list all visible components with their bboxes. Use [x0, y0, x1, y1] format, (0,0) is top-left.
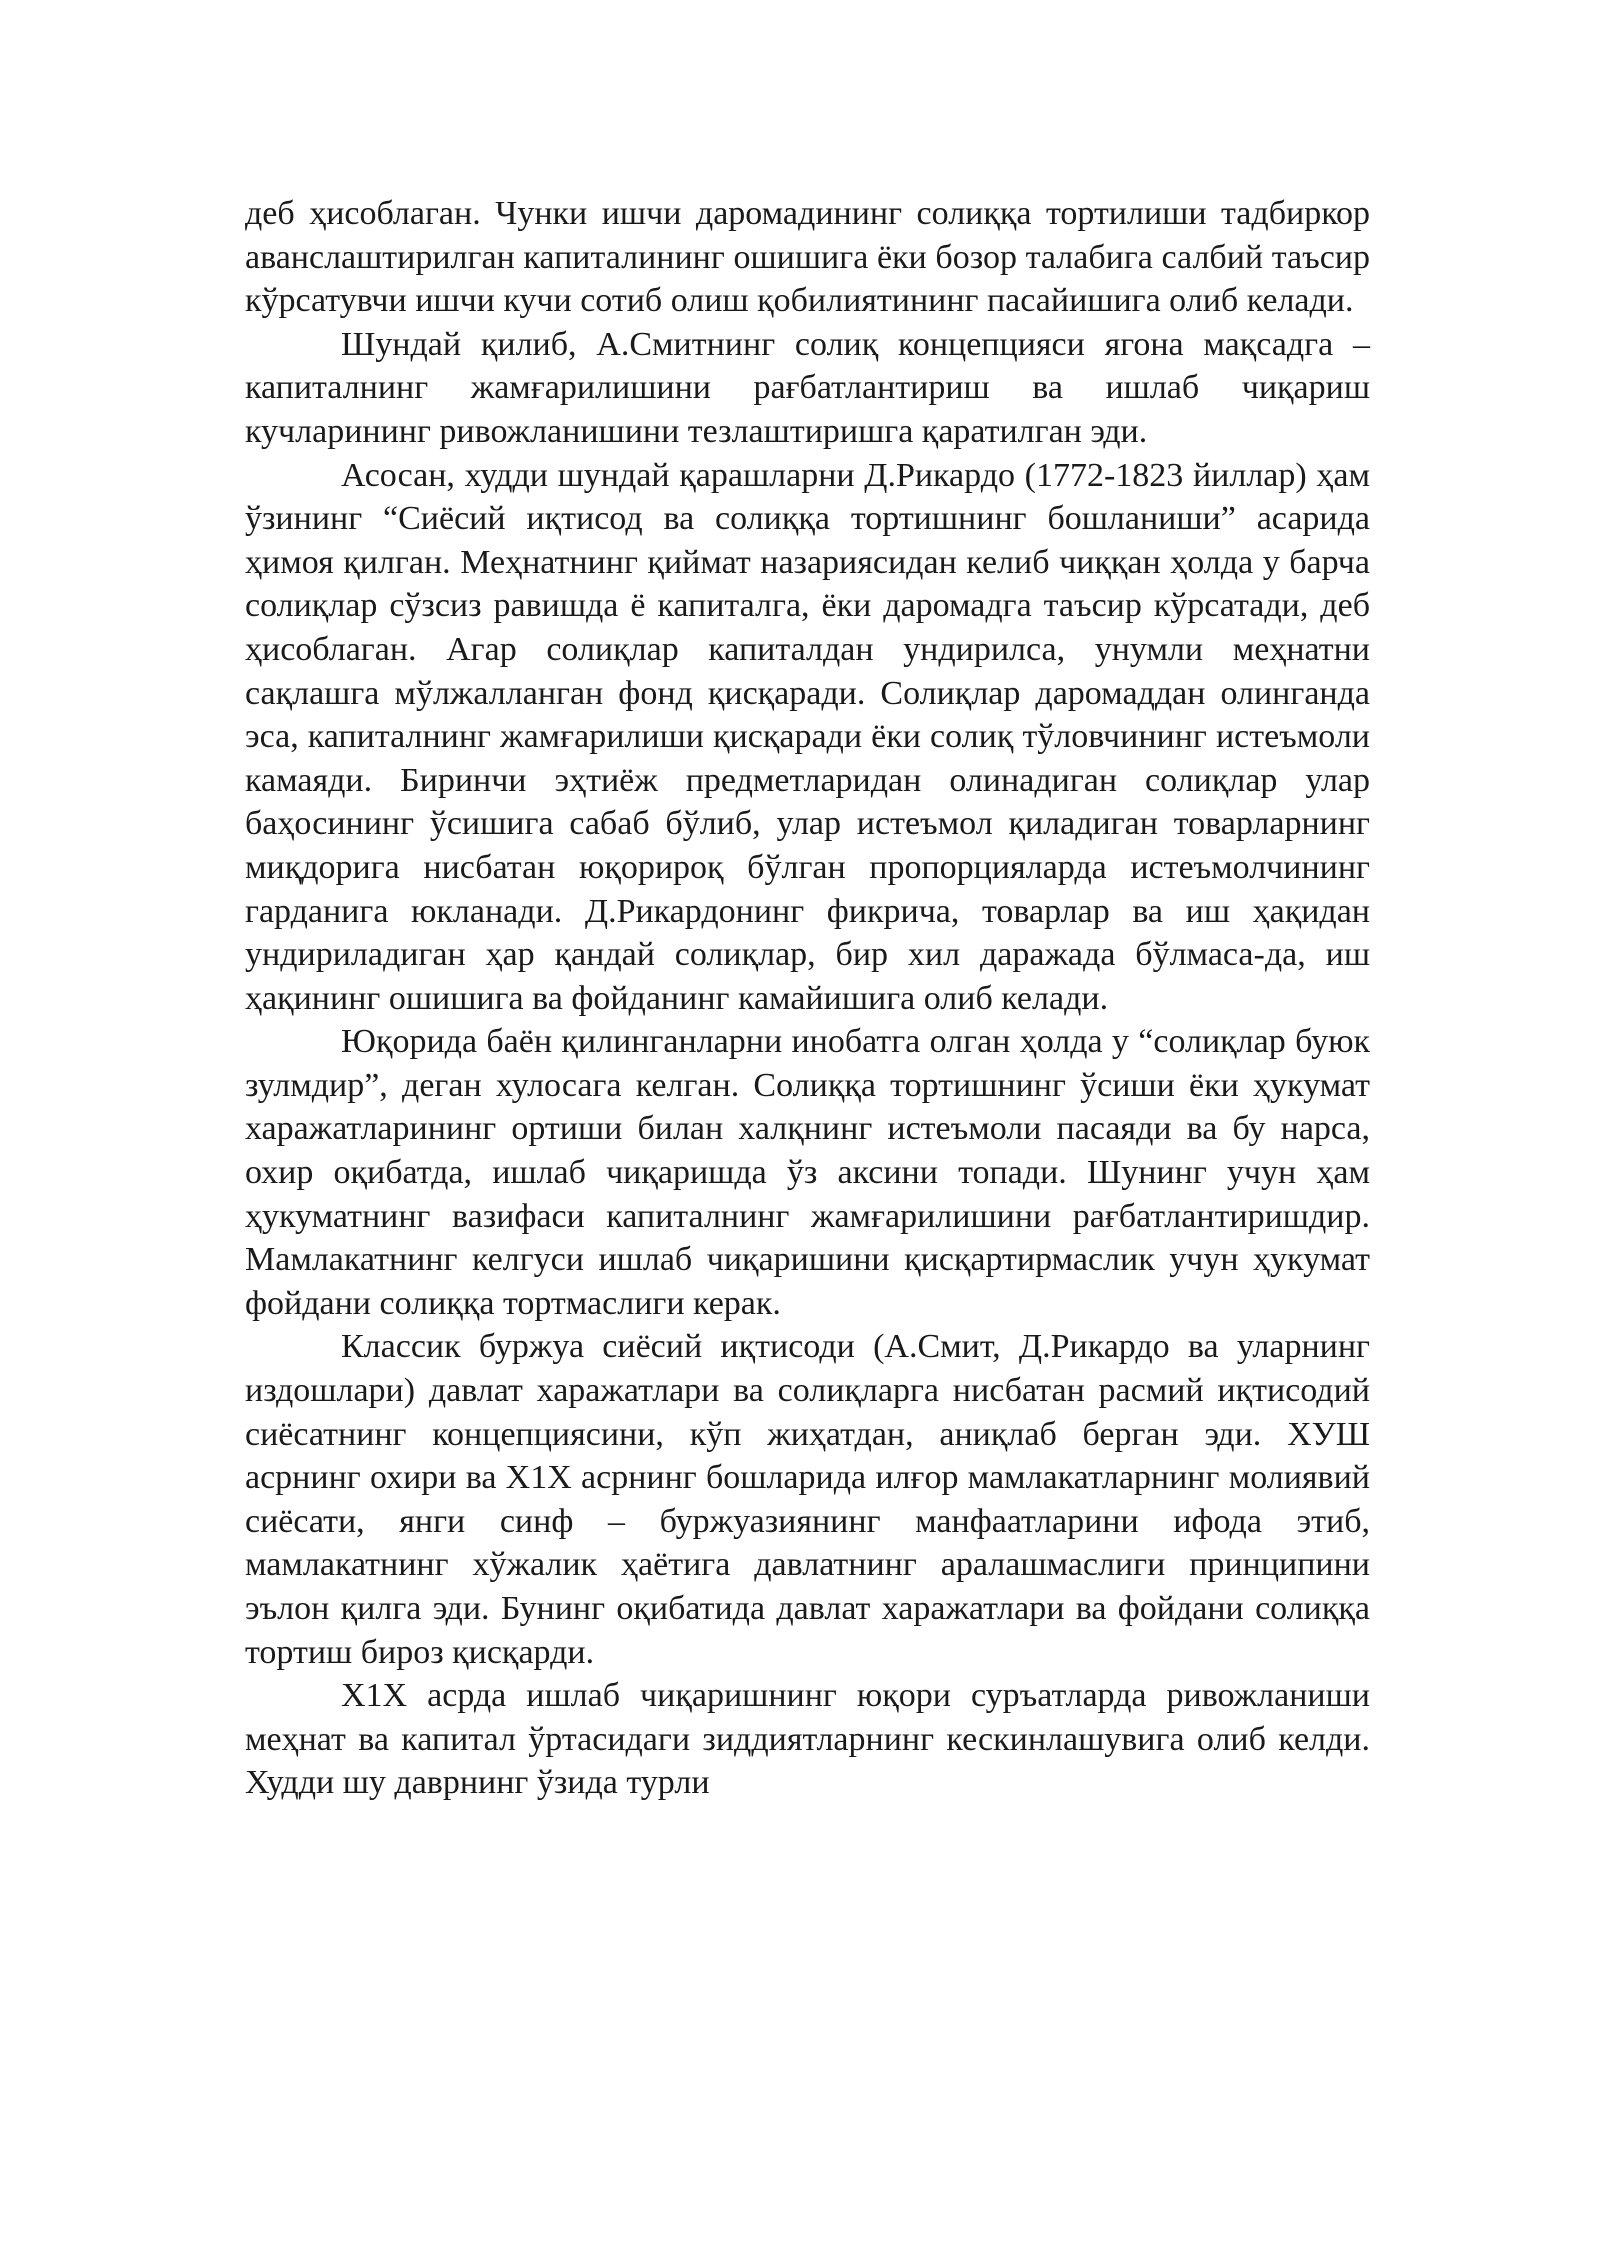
paragraph: деб ҳисоблаган. Чунки ишчи даромадининг солиққа тортилиши тадбиркор аванслаштирилган капиталининг ошишига ёки бозор талабига салбий таъсир кўрсатувчи ишчи кучи сотиб олиш қобилиятининг пасайишига олиб келади. [245, 195, 1370, 320]
document-page [245, 192, 1370, 1805]
paragraph: Х1Х асрда ишлаб чиқаришнинг юқори суръатларда ривожланиши меҳнат ва капитал ўртасидаги зиддиятларнинг кескинлашувига олиб келди. Худди шу даврнинг ўзида турли [245, 1677, 1370, 1802]
paragraph: Асосан, худди шундай қарашларни Д.Рикардо (1772-1823 йиллар) ҳам ўзининг “Сиёсий иқтисод ва солиққа тортишнинг бошланиши” асарида ҳимоя қилган. Меҳнатнинг қиймат назариясидан келиб чиққан ҳолда у барча солиқлар сўзсиз равишда ё капиталга, ёки даромадга таъсир кўрсатади, деб ҳисоблаган. Агар солиқлар капиталдан ундирилса, унумли меҳнатни сақлашга мўлжалланган фонд қисқаради. Солиқлар даромаддан олинганда эса, капиталнинг жамғарилиши қисқаради ёки солиқ тўловчининг истеъмоли камаяди. Биринчи эҳтиёж предметларидан олинадиган солиқлар улар баҳосининг ўсишига сабаб бўлиб, улар истеъмол қиладиган товарларнинг миқдорига нисбатан юқорироқ бўлган пропорцияларда истеъмолчининг гарданига юкланади. Д.Рикардонинг фикрича, товарлар ва иш ҳақидан ундириладиган ҳар қандай солиқлар, бир хил даражада бўлмаса-да, иш ҳақининг ошишига ва фойданинг камайишига олиб келади. [245, 456, 1370, 1017]
paragraph: Шундай қилиб, А.Смитнинг солиқ концепцияси ягона мақсадга – капиталнинг жамғарилишини рағбатлантириш ва ишлаб чиқариш кучларининг ривожланишини тезлаштиришга қаратилган эди. [245, 325, 1370, 450]
paragraph: Юқорида баён қилинганларни инобатга олган ҳолда у “солиқлар буюк зулмдир”, деган хулосага келган. Солиққа тортишнинг ўсиши ёки ҳукумат харажатларининг ортиши билан халқнинг истеъмоли пасаяди ва бу нарса, охир оқибатда, ишлаб чиқаришда ўз аксини топади. Шунинг учун ҳам ҳукуматнинг вазифаси капиталнинг жамғарилишини рағбатлантиришдир. Мамлакатнинг келгуси ишлаб чиқаришини қисқартирмаслик учун ҳукумат фойдани солиққа тортмаслиги керак. [245, 1023, 1370, 1322]
paragraph: Классик буржуа сиёсий иқтисоди (А.Смит, Д.Рикардо ва уларнинг издошлари) давлат харажатлари ва солиқларга нисбатан расмий иқтисодий сиёсатнинг концепциясини, кўп жиҳатдан, аниқлаб берган эди. ХУШ асрнинг охири ва Х1Х асрнинг бошларида илғор мамлакатларнинг молиявий сиёсати, янги синф – буржуазиянинг манфаатларини ифода этиб, мамлакатнинг хўжалик ҳаётига давлатнинг аралашмаслиги принципини эълон қилга эди. Бунинг оқибатида давлат харажатлари ва фойдани солиққа тортиш бироз қисқарди. [245, 1328, 1370, 1671]
